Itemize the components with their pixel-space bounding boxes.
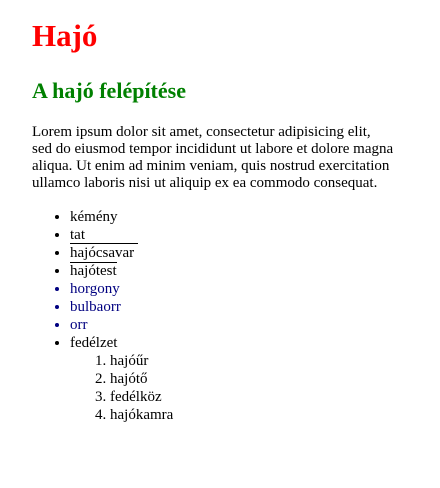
page-title: Hajó (32, 18, 98, 53)
deck-sublist (70, 352, 402, 424)
sublist-item-label: hajókamra (110, 407, 174, 423)
list-item-label: orr (70, 317, 88, 333)
intro-paragraph: Lorem ipsum dolor sit amet, consectetur adipisicing elit, sed do eiusmod tempor incididunt ut labore et dolore magna aliqua. Ut enim ad minim veniam, quis nostrud exercitation ullamco laboris nisi ut aliquip ex ea commodo consequat. (32, 124, 394, 191)
list-item-tat (70, 226, 402, 244)
list-item-label: tat (70, 227, 138, 244)
sublist-item-label: fedélköz (110, 389, 162, 405)
list-item-label: hajótest (70, 263, 117, 279)
ship-parts-list (32, 208, 402, 424)
list-item-orr (70, 316, 402, 334)
section-heading: A hajó felépítése (32, 78, 186, 103)
list-item-kemeny (70, 208, 402, 226)
list-item-label: horgony (70, 281, 120, 297)
list-item-fedelzet (70, 334, 402, 424)
list-item-horgony (70, 280, 402, 298)
sublist-item-fedelkoz (110, 388, 402, 406)
sublist-item-hajour (110, 352, 402, 370)
sublist-item-label: hajótő (110, 371, 148, 387)
sublist-item-label: hajóűr (110, 353, 149, 369)
list-item-label: bulbaorr (70, 299, 121, 315)
document-page (32, 18, 402, 424)
sublist-item-hajoto (110, 370, 402, 388)
list-item-bulbaorr (70, 298, 402, 316)
list-item-hajotest (70, 262, 402, 280)
list-item-label: hajócsavar (70, 245, 135, 261)
list-item-hajocsavar (70, 244, 402, 262)
list-item-label: kémény (70, 209, 118, 225)
list-item-label: fedélzet (70, 335, 118, 351)
sublist-item-hajokamra (110, 406, 402, 424)
